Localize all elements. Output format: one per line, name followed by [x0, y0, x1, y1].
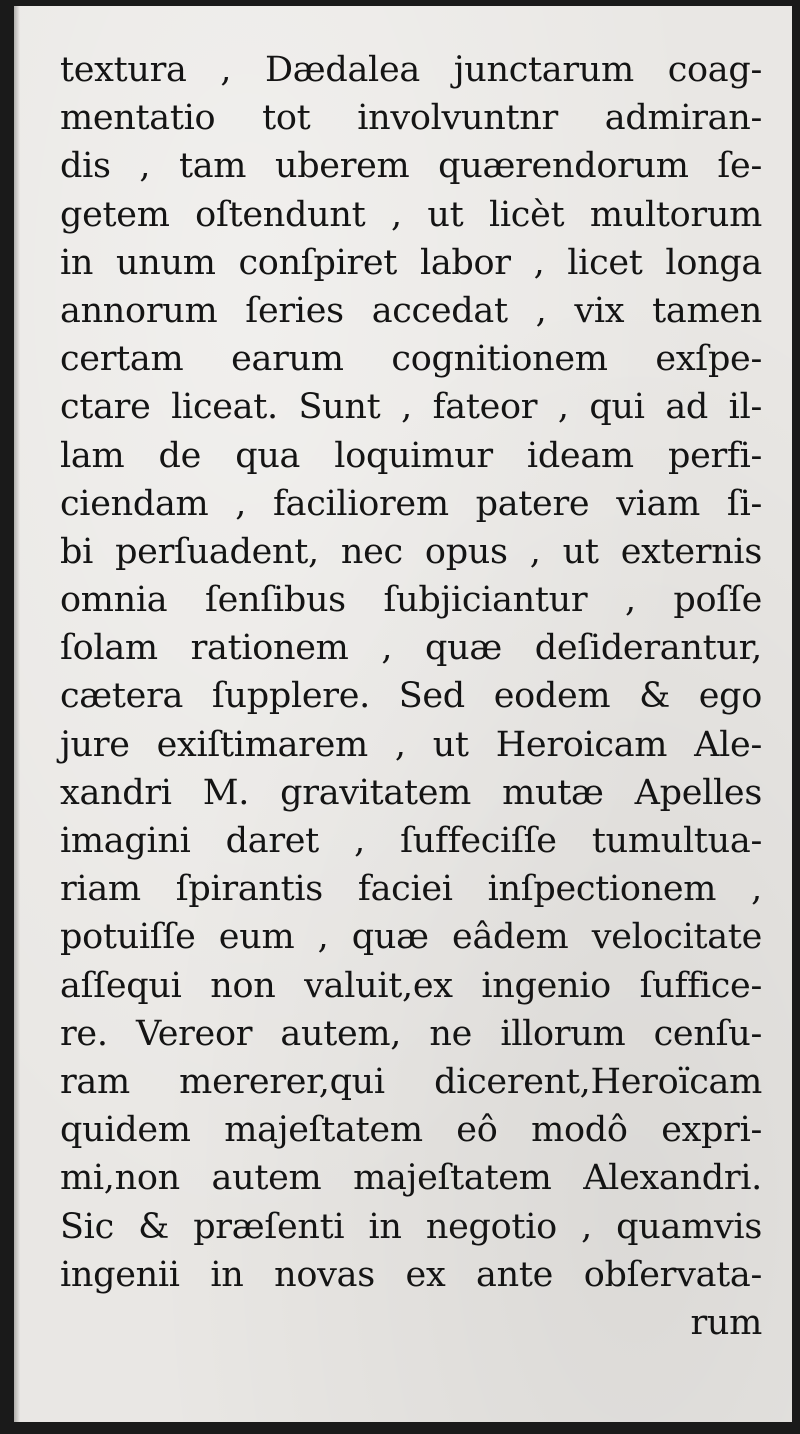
book-page	[14, 6, 792, 1422]
text-line: in unum conſpiret labor , licet longa	[60, 242, 762, 283]
text-line: ram mererer,qui dicerent,Heroïcam	[60, 1061, 762, 1102]
text-line: jure exiſtimarem , ut Heroicam Ale-	[60, 724, 762, 765]
text-line: ſolam rationem , quæ deſiderantur,	[60, 628, 762, 669]
text-line: mentatio tot involvuntnr admiran-	[60, 98, 762, 139]
text-line: imagini daret , ſuffeciſſe tumultua-	[60, 821, 762, 861]
text-line: bi perſuadent, nec opus , ut externis	[60, 531, 762, 572]
text-line: ingenii in novas ex ante obſervata-	[60, 1254, 762, 1295]
text-line: lam de qua loquimur ideam perfi-	[60, 435, 762, 476]
text-line: riam ſpirantis faciei inſpectionem ,	[60, 869, 762, 910]
text-line: potuiſſe eum , quæ eâdem velocitate	[60, 917, 762, 958]
body-text	[60, 46, 762, 1347]
text-line: omnia ſenſibus ſubjiciantur , poſſe	[60, 580, 762, 621]
catchword: rum	[690, 1302, 762, 1343]
text-line: ctare liceat. Sunt , fateor , qui ad il-	[60, 387, 762, 428]
text-line: aſſequi non valuit,ex ingenio ſuffice-	[60, 965, 762, 1006]
text-line: ciendam , faciliorem patere viam ſi-	[60, 483, 762, 524]
text-line: annorum ſeries accedat , vix tamen	[60, 290, 762, 331]
text-line: Sic & præſenti in negotio , quamvis	[60, 1206, 762, 1247]
text-line: certam earum cognitionem exſpe-	[60, 339, 762, 380]
text-line: dis , tam uberem quærendorum ſe-	[60, 146, 762, 187]
text-line: getem oſtendunt , ut licèt multorum	[60, 194, 762, 235]
text-line: quidem majeſtatem eô modô expri-	[60, 1110, 762, 1151]
text-line: cætera ſupplere. Sed eodem & ego	[60, 676, 762, 717]
page-edge-shadow	[14, 6, 20, 1422]
text-line: textura , Dædalea junctarum coag-	[60, 50, 762, 90]
text-line: mi,non autem majeſtatem Alexandri.	[60, 1158, 762, 1199]
text-line: xandri M. gravitatem mutæ Apelles	[60, 772, 762, 813]
text-line: re. Vereor autem, ne illorum cenſu-	[60, 1013, 762, 1054]
